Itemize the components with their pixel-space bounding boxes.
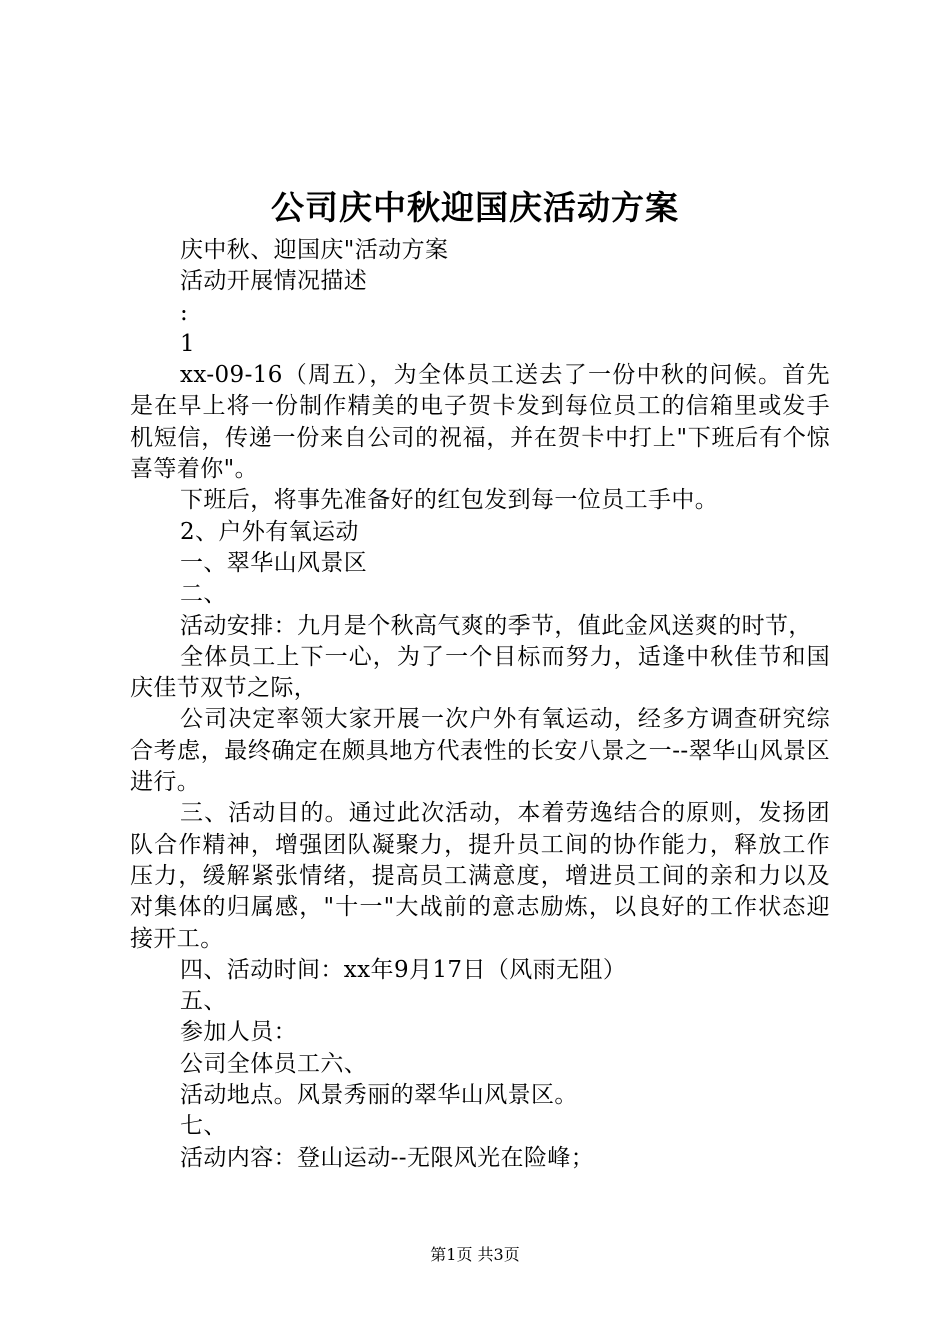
paragraph: 全体员工上下一心，为了一个目标而努力，适逢中秋佳节和国庆佳节双节之际， <box>130 643 830 702</box>
page-number-footer: 第1页 共3页 <box>430 1245 520 1264</box>
paragraph: 1 <box>180 330 196 357</box>
paragraph: 2、户外有氧运动 <box>180 518 359 545</box>
paragraph: 公司决定率领大家开展一次户外有氧运动，经多方调查研究综合考虑，最终确定在颇具地方代表性的长安八景之一--翠华山风景区进行。 <box>130 706 830 796</box>
paragraph: 活动安排：九月是个秋高气爽的季节，值此金风送爽的时节， <box>180 612 812 639</box>
paragraph: 三、活动目的。通过此次活动，本着劳逸结合的原则，发扬团队合作精神，增强团队凝聚力，提升员工间的协作能力，释放工作压力，缓解紧张情绪，提高员工满意度，增进员工间的亲和力以及对集体的归属感，"十一"大战前的意志励炼，以良好的工作状态迎接开工。 <box>130 800 830 952</box>
paragraph: 二、 <box>180 581 227 608</box>
paragraph: 活动内容：登山运动--无限风光在险峰； <box>180 1144 595 1171</box>
paragraph: 庆中秋、迎国庆"活动方案 <box>180 237 449 263</box>
paragraph: 四、活动时间：xx年9月17日（风雨无阻） <box>180 956 627 983</box>
document-title: 公司庆中秋迎国庆活动方案 <box>271 188 679 227</box>
paragraph: 活动地点。风景秀丽的翠华山风景区。 <box>180 1082 578 1109</box>
paragraph: xx-09-16（周五），为全体员工送去了一份中秋的问候。首先是在早上将一份制作精美的电子贺卡发到每位员工的信箱里或发手机短信，传递一份来自公司的祝福，并在贺卡中打上"下班后有个惊喜等着你"。 <box>130 362 830 483</box>
paragraph: 下班后，将事先准备好的红包发到每一位员工手中。 <box>180 487 719 514</box>
paragraph: 七、 <box>180 1113 227 1140</box>
paragraph: 公司全体员工六、 <box>180 1050 368 1077</box>
paragraph: 参加人员： <box>180 1019 297 1046</box>
paragraph: : <box>180 299 189 326</box>
paragraph: 五、 <box>180 988 227 1015</box>
paragraph: 活动开展情况描述 <box>180 268 368 295</box>
paragraph: 一、翠华山风景区 <box>180 549 368 576</box>
document-body <box>130 235 830 1174</box>
